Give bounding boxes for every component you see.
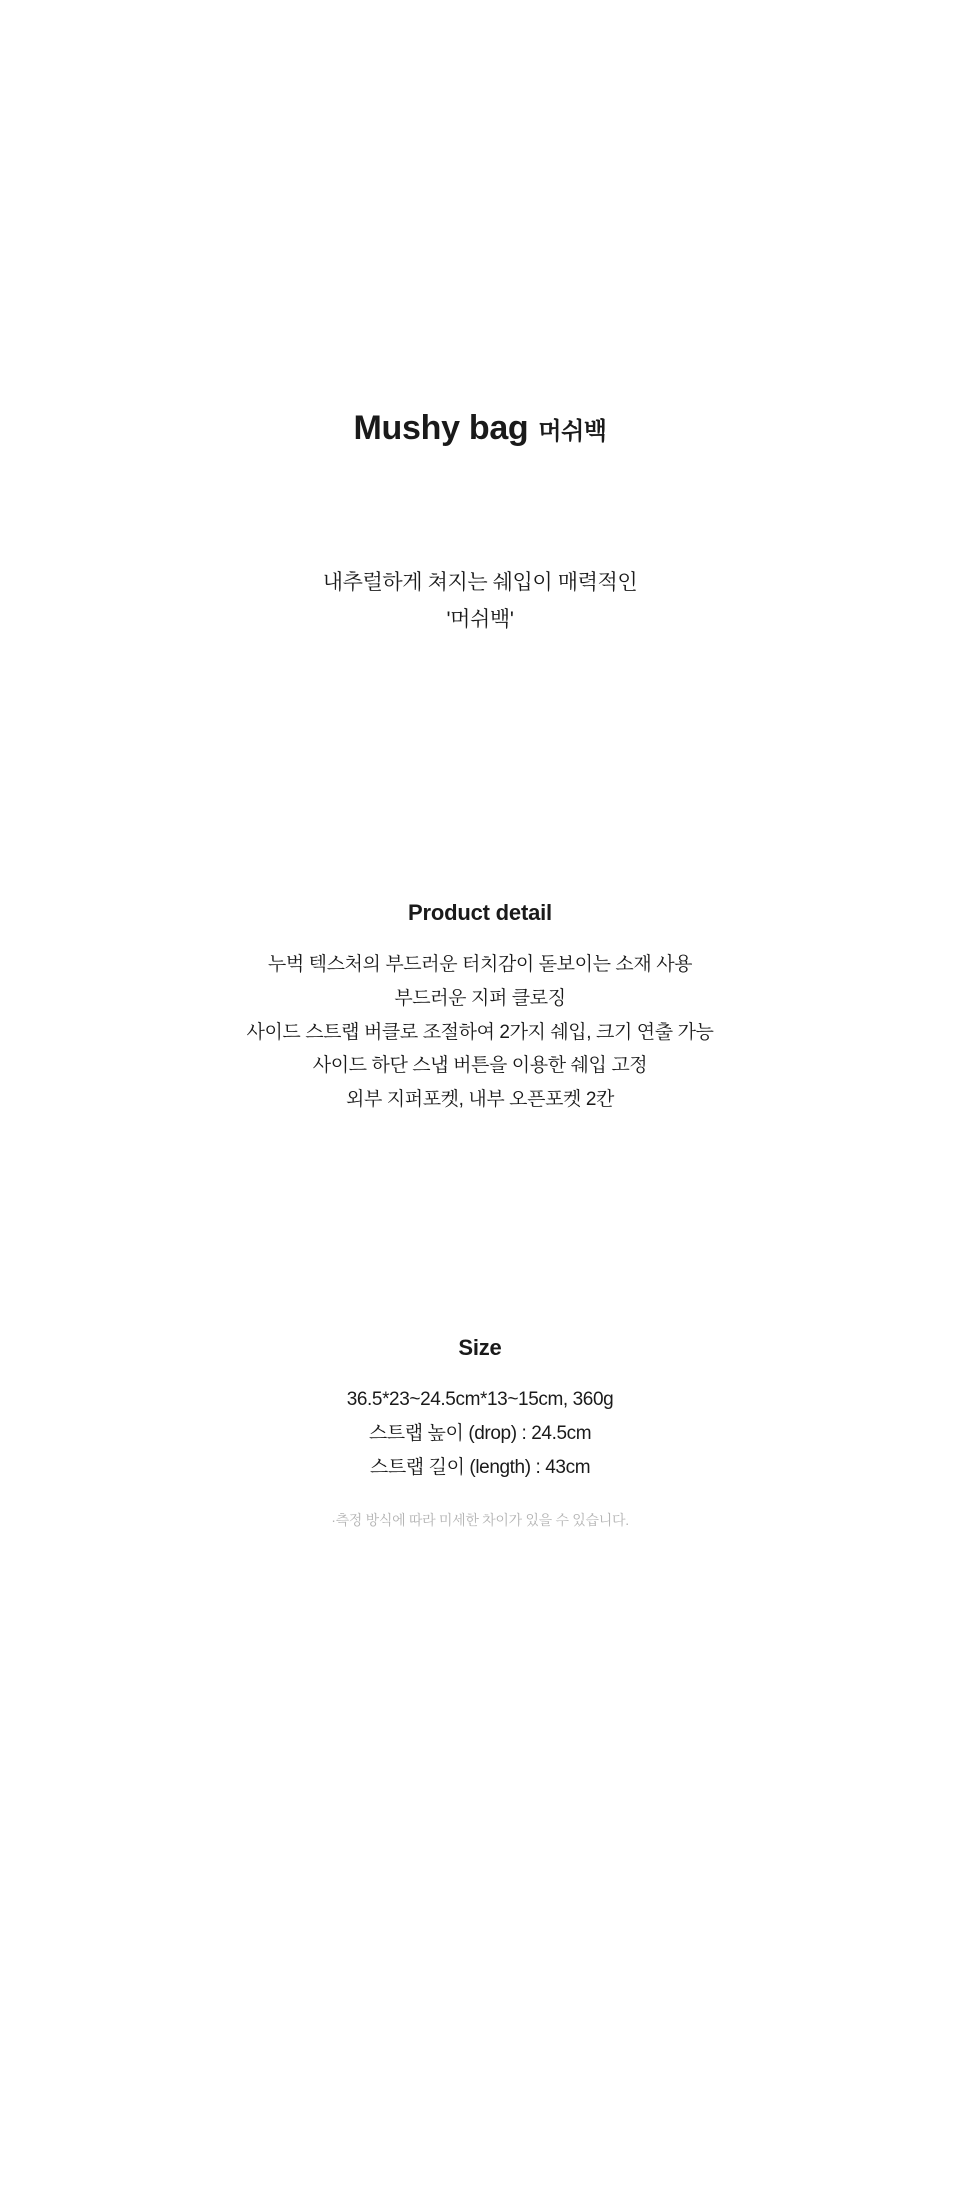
detail-line-3: 사이드 스트랩 버클로 조절하여 2가지 쉐입, 크기 연출 가능 [246,1021,714,1043]
product-size-list [0,1383,960,1484]
size-line-1: 36.5*23~24.5cm*13~15cm, 360g [346,1389,614,1410]
detail-line-4: 사이드 하단 스냅 버튼을 이용한 쉐입 고정 [312,1055,648,1077]
product-detail-list [0,948,960,1117]
detail-line-1: 누벅 텍스처의 부드러운 터치감이 돋보이는 소재 사용 [267,954,693,975]
size-line-2: 스트랩 높이 (drop) : 24.5cm [368,1422,592,1444]
product-detail-heading: Product detail [408,900,552,925]
product-tagline [0,565,960,639]
tagline-line-1: 내추럴하게 쳐지는 쉐입이 매력적인 [322,571,638,594]
product-title-ko: 머쉬백 [538,418,607,445]
size-line-3: 스트랩 길이 (length) : 43cm [369,1456,591,1478]
detail-line-5: 외부 지퍼포켓, 내부 오픈포켓 2칸 [346,1089,614,1111]
product-detail-section [0,900,960,1117]
size-measurement-note: ·측정 방식에 따라 미세한 차이가 있을 수 있습니다. [331,1512,629,1529]
detail-line-2: 부드러운 지퍼 클로징 [394,987,566,1009]
product-size-section [0,1335,960,1530]
product-size-heading: Size [458,1335,502,1360]
page-title [0,410,960,447]
product-title-en: Mushy bag [353,409,529,447]
product-title-block [0,410,960,447]
tagline-line-2: '머쉬백' [446,607,514,631]
